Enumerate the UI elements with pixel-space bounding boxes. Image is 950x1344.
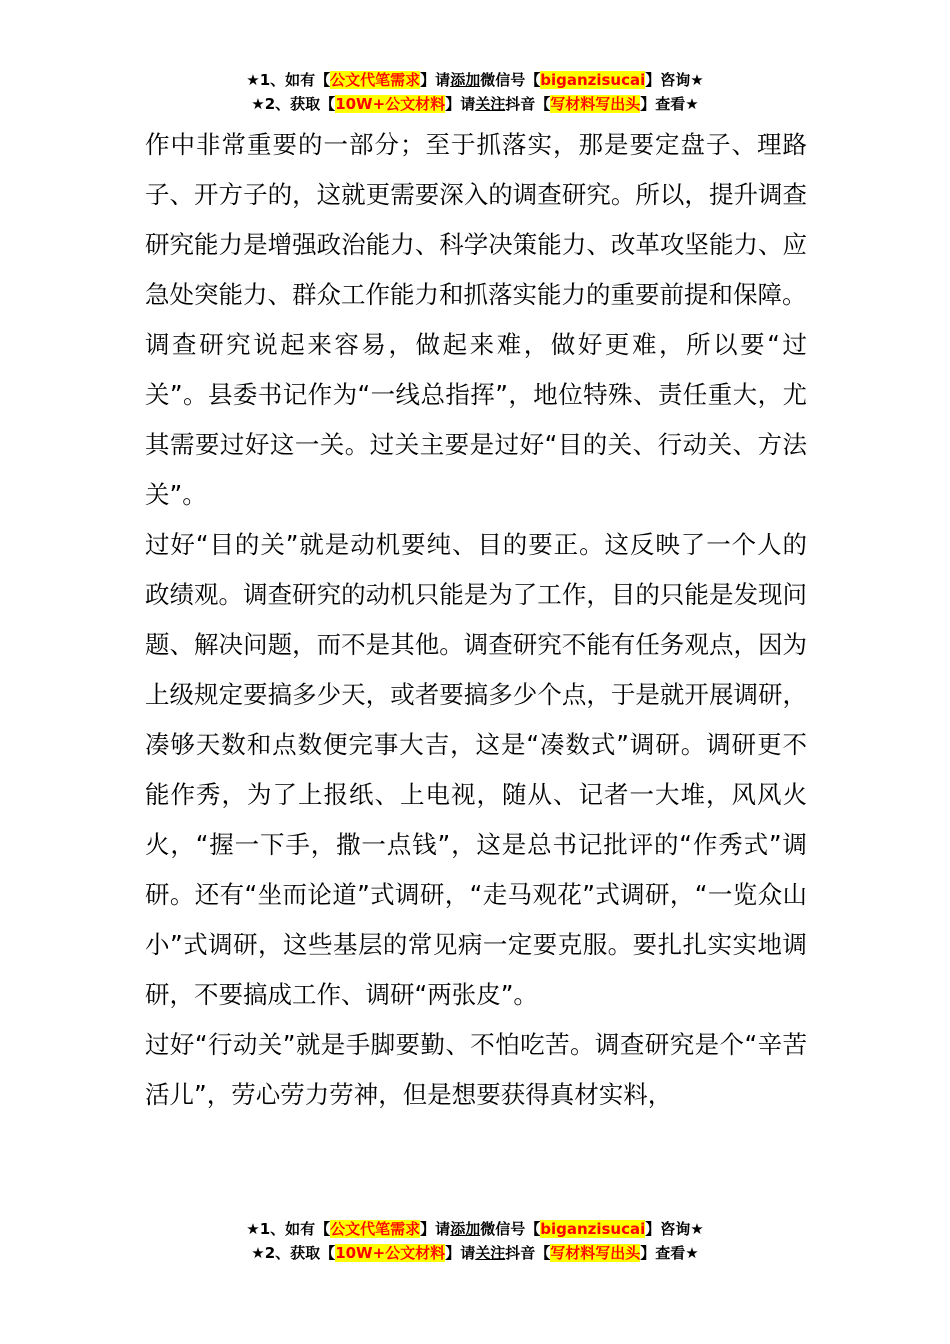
banner-suffix: 】咨询★ <box>645 1220 704 1238</box>
banner-highlight-douyin-account: 写材料写出头 <box>550 95 641 113</box>
banner-line-1 <box>0 68 950 92</box>
banner-text: 】请 <box>420 71 451 89</box>
banner-text: 】请 <box>445 95 476 113</box>
banner-prefix: ★1、如有【 <box>246 1220 331 1238</box>
banner-line-1 <box>0 1217 950 1241</box>
banner-line-2 <box>0 1241 950 1265</box>
banner-text: 抖音【 <box>505 1244 551 1262</box>
banner-prefix: ★2、获取【 <box>251 1244 336 1262</box>
paragraph: 过好“行动关”就是手脚要勤、不怕吃苦。调查研究是个“辛苦活儿”，劳心劳力劳神，但是想要获得真材实料， <box>145 1030 807 1109</box>
banner-prefix: ★1、如有【 <box>246 71 331 89</box>
banner-highlight-writing-service: 公文代笔需求 <box>330 71 421 89</box>
banner-suffix: 】咨询★ <box>645 71 704 89</box>
banner-highlight-writing-service: 公文代笔需求 <box>330 1220 421 1238</box>
banner-emphasis-follow: 关注 <box>475 1244 506 1262</box>
document-body <box>145 120 807 1120</box>
banner-text: 微信号【 <box>480 1220 541 1238</box>
banner-line-2 <box>0 92 950 116</box>
banner-emphasis-add: 添加 <box>450 1220 481 1238</box>
top-banner <box>0 68 950 116</box>
banner-text: 抖音【 <box>505 95 551 113</box>
banner-highlight-douyin-account: 写材料写出头 <box>550 1244 641 1262</box>
banner-highlight-materials: 10W+公文材料 <box>335 95 446 113</box>
banner-prefix: ★2、获取【 <box>251 95 336 113</box>
banner-suffix: 】查看★ <box>640 1244 699 1262</box>
banner-highlight-wechat-id: biganzisucai <box>540 71 646 89</box>
banner-highlight-wechat-id: biganzisucai <box>540 1220 646 1238</box>
paragraph: 调查研究说起来容易，做起来难，做好更难，所以要“过关”。县委书记作为“一线总指挥”，地位特殊、责任重大，尤其需要过好这一关。过关主要是过好“目的关、行动关、方法关”。 <box>145 330 807 509</box>
paragraph: 过好“目的关”就是动机要纯、目的要正。这反映了一个人的政绩观。调查研究的动机只能是为了工作，目的只能是发现问题、解决问题，而不是其他。调查研究不能有任务观点，因为上级规定要搞多少天，或者要搞多少个点，于是就开展调研，凑够天数和点数便完事大吉，这是“凑数式”调研。调研更不能作秀，为了上报纸、上电视，随从、记者一大堆，风风火火，“握一下手，撒一点钱”，这是总书记批评的“作秀式”调研。还有“坐而论道”式调研，“走马观花”式调研，“一览众山小”式调研，这些基层的常见病一定要克服。要扎扎实实地调研，不要搞成工作、调研“两张皮”。 <box>145 530 807 1009</box>
banner-suffix: 】查看★ <box>640 95 699 113</box>
banner-emphasis-follow: 关注 <box>475 95 506 113</box>
paragraph: 作中非常重要的一部分；至于抓落实，那是要定盘子、理路子、开方子的，这就更需要深入的调查研究。所以，提升调查研究能力是增强政治能力、科学决策能力、改革攻坚能力、应急处突能力、群众工作能力和抓落实能力的重要前提和保障。 <box>145 130 807 309</box>
banner-text: 微信号【 <box>480 71 541 89</box>
banner-text: 】请 <box>445 1244 476 1262</box>
banner-emphasis-add: 添加 <box>450 71 481 89</box>
banner-text: 】请 <box>420 1220 451 1238</box>
bottom-banner <box>0 1217 950 1265</box>
banner-highlight-materials: 10W+公文材料 <box>335 1244 446 1262</box>
